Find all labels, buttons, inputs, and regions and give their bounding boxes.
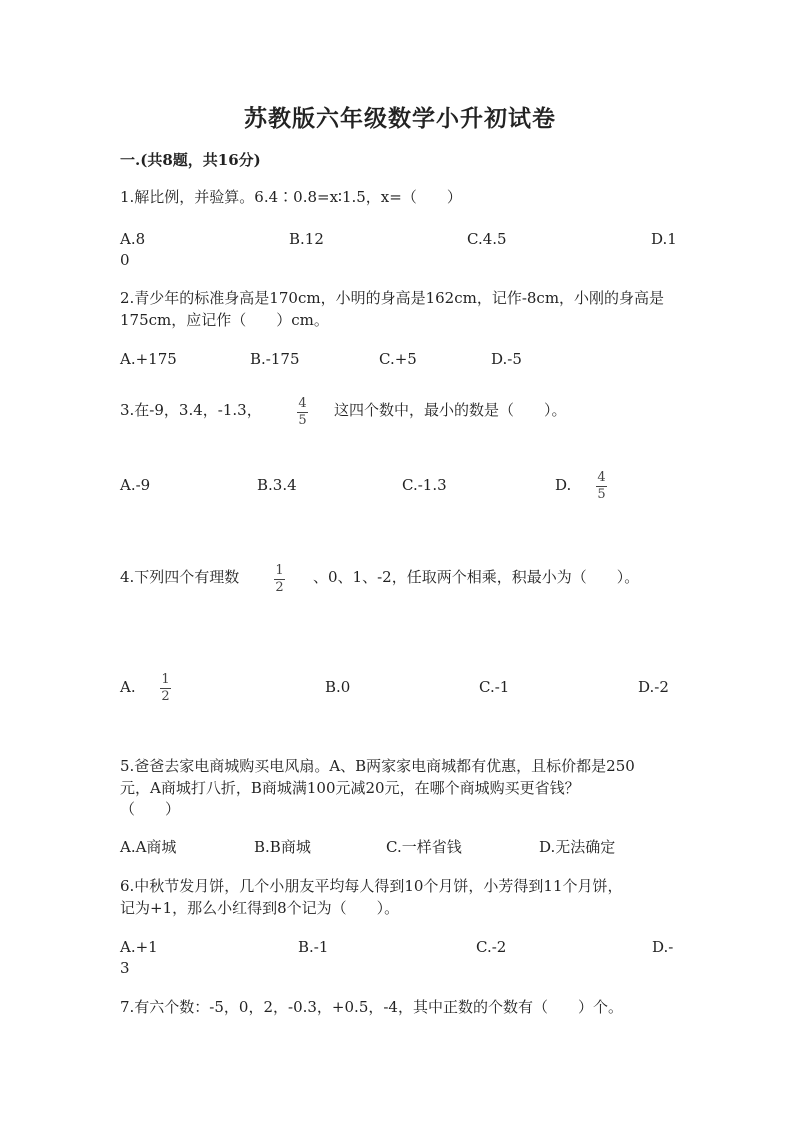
q4-option-d[interactable]: D.-2 <box>638 678 669 696</box>
section-heading: 一.(共8题，共16分) <box>120 151 261 169</box>
fraction-denominator: 2 <box>275 580 284 595</box>
page-title: 苏教版六年级数学小升初试卷 <box>244 105 556 132</box>
question-7-stem: 7.有六个数：-5，0，2，-0.3，+0.5，-4，其中正数的个数有（ ）个。 <box>120 998 623 1016</box>
q4-option-c[interactable]: C.-1 <box>479 678 510 696</box>
question-6-line-1: 6.中秋节发月饼，几个小朋友平均每人得到10个月饼，小芳得到11个月饼， <box>120 877 623 895</box>
fraction-denominator: 2 <box>161 689 170 704</box>
q4-option-a[interactable]: A. <box>120 678 136 696</box>
question-3-stem-pre: 3.在-9，3.4，-1.3， <box>120 401 262 419</box>
q2-option-c[interactable]: C.+5 <box>379 350 417 368</box>
question-1-stem: 1.解比例，并验算。6.4∶0.8=x∶1.5，x=（ ） <box>120 188 462 206</box>
question-5-line-1: 5.爸爸去家电商城购买电风扇。A、B两家家电商城都有优惠，且标价都是250 <box>120 757 635 775</box>
q3-option-d[interactable]: D. <box>555 476 572 494</box>
q1-option-b[interactable]: B.12 <box>289 230 324 248</box>
question-2-line-1: 2.青少年的标准身高是170cm，小明的身高是162cm，记作-8cm，小刚的身高是 <box>120 289 665 307</box>
q2-option-a[interactable]: A.+175 <box>120 350 177 368</box>
q5-option-b[interactable]: B.B商城 <box>254 838 311 856</box>
q5-option-a[interactable]: A.A商城 <box>120 838 177 856</box>
q1-option-c[interactable]: C.4.5 <box>467 230 507 248</box>
fraction-denominator: 5 <box>597 487 606 502</box>
fraction-numerator: 4 <box>298 396 307 411</box>
question-4-stem-pre: 4.下列四个有理数 <box>120 568 240 586</box>
fraction-four-fifths <box>297 397 308 428</box>
q3-option-a[interactable]: A.-9 <box>120 476 151 494</box>
q3-option-d-fraction <box>596 471 607 502</box>
q1-option-d-wrap: 0 <box>120 251 130 269</box>
q4-option-a-fraction <box>160 673 171 704</box>
q6-option-a[interactable]: A.+1 <box>120 938 158 956</box>
q3-option-b[interactable]: B.3.4 <box>257 476 297 494</box>
fraction-denominator: 5 <box>298 413 307 428</box>
fraction-numerator: 1 <box>161 672 170 687</box>
fraction-numerator: 1 <box>275 563 284 578</box>
q6-option-b[interactable]: B.-1 <box>298 938 329 956</box>
q6-option-d[interactable]: D.- <box>652 938 674 956</box>
q5-option-c[interactable]: C.一样省钱 <box>386 838 462 856</box>
question-3-stem-post: 这四个数中，最小的数是（ ）。 <box>334 401 567 419</box>
q1-option-d[interactable]: D.1 <box>651 230 677 248</box>
q4-option-b[interactable]: B.0 <box>325 678 351 696</box>
question-6-line-2: 记为+1，那么小红得到8个记为（ ）。 <box>120 899 400 917</box>
q5-option-d[interactable]: D.无法确定 <box>539 838 616 856</box>
q2-option-d[interactable]: D.-5 <box>491 350 522 368</box>
question-5-line-2: 元，A商城打八折，B商城满100元减20元，在哪个商城购买更省钱？ <box>120 779 580 797</box>
fraction-numerator: 4 <box>597 470 606 485</box>
q2-option-b[interactable]: B.-175 <box>250 350 300 368</box>
q6-option-d-wrap: 3 <box>120 959 130 977</box>
question-2-line-2: 175cm，应记作（ ）cm。 <box>120 311 329 329</box>
question-4-stem-post: 、0、1、-2，任取两个相乘，积最小为（ ）。 <box>313 568 640 586</box>
q3-option-c[interactable]: C.-1.3 <box>402 476 447 494</box>
q6-option-c[interactable]: C.-2 <box>476 938 507 956</box>
q1-option-a[interactable]: A.8 <box>120 230 146 248</box>
fraction-one-half <box>274 564 285 595</box>
question-5-line-3: （ ） <box>120 800 181 818</box>
